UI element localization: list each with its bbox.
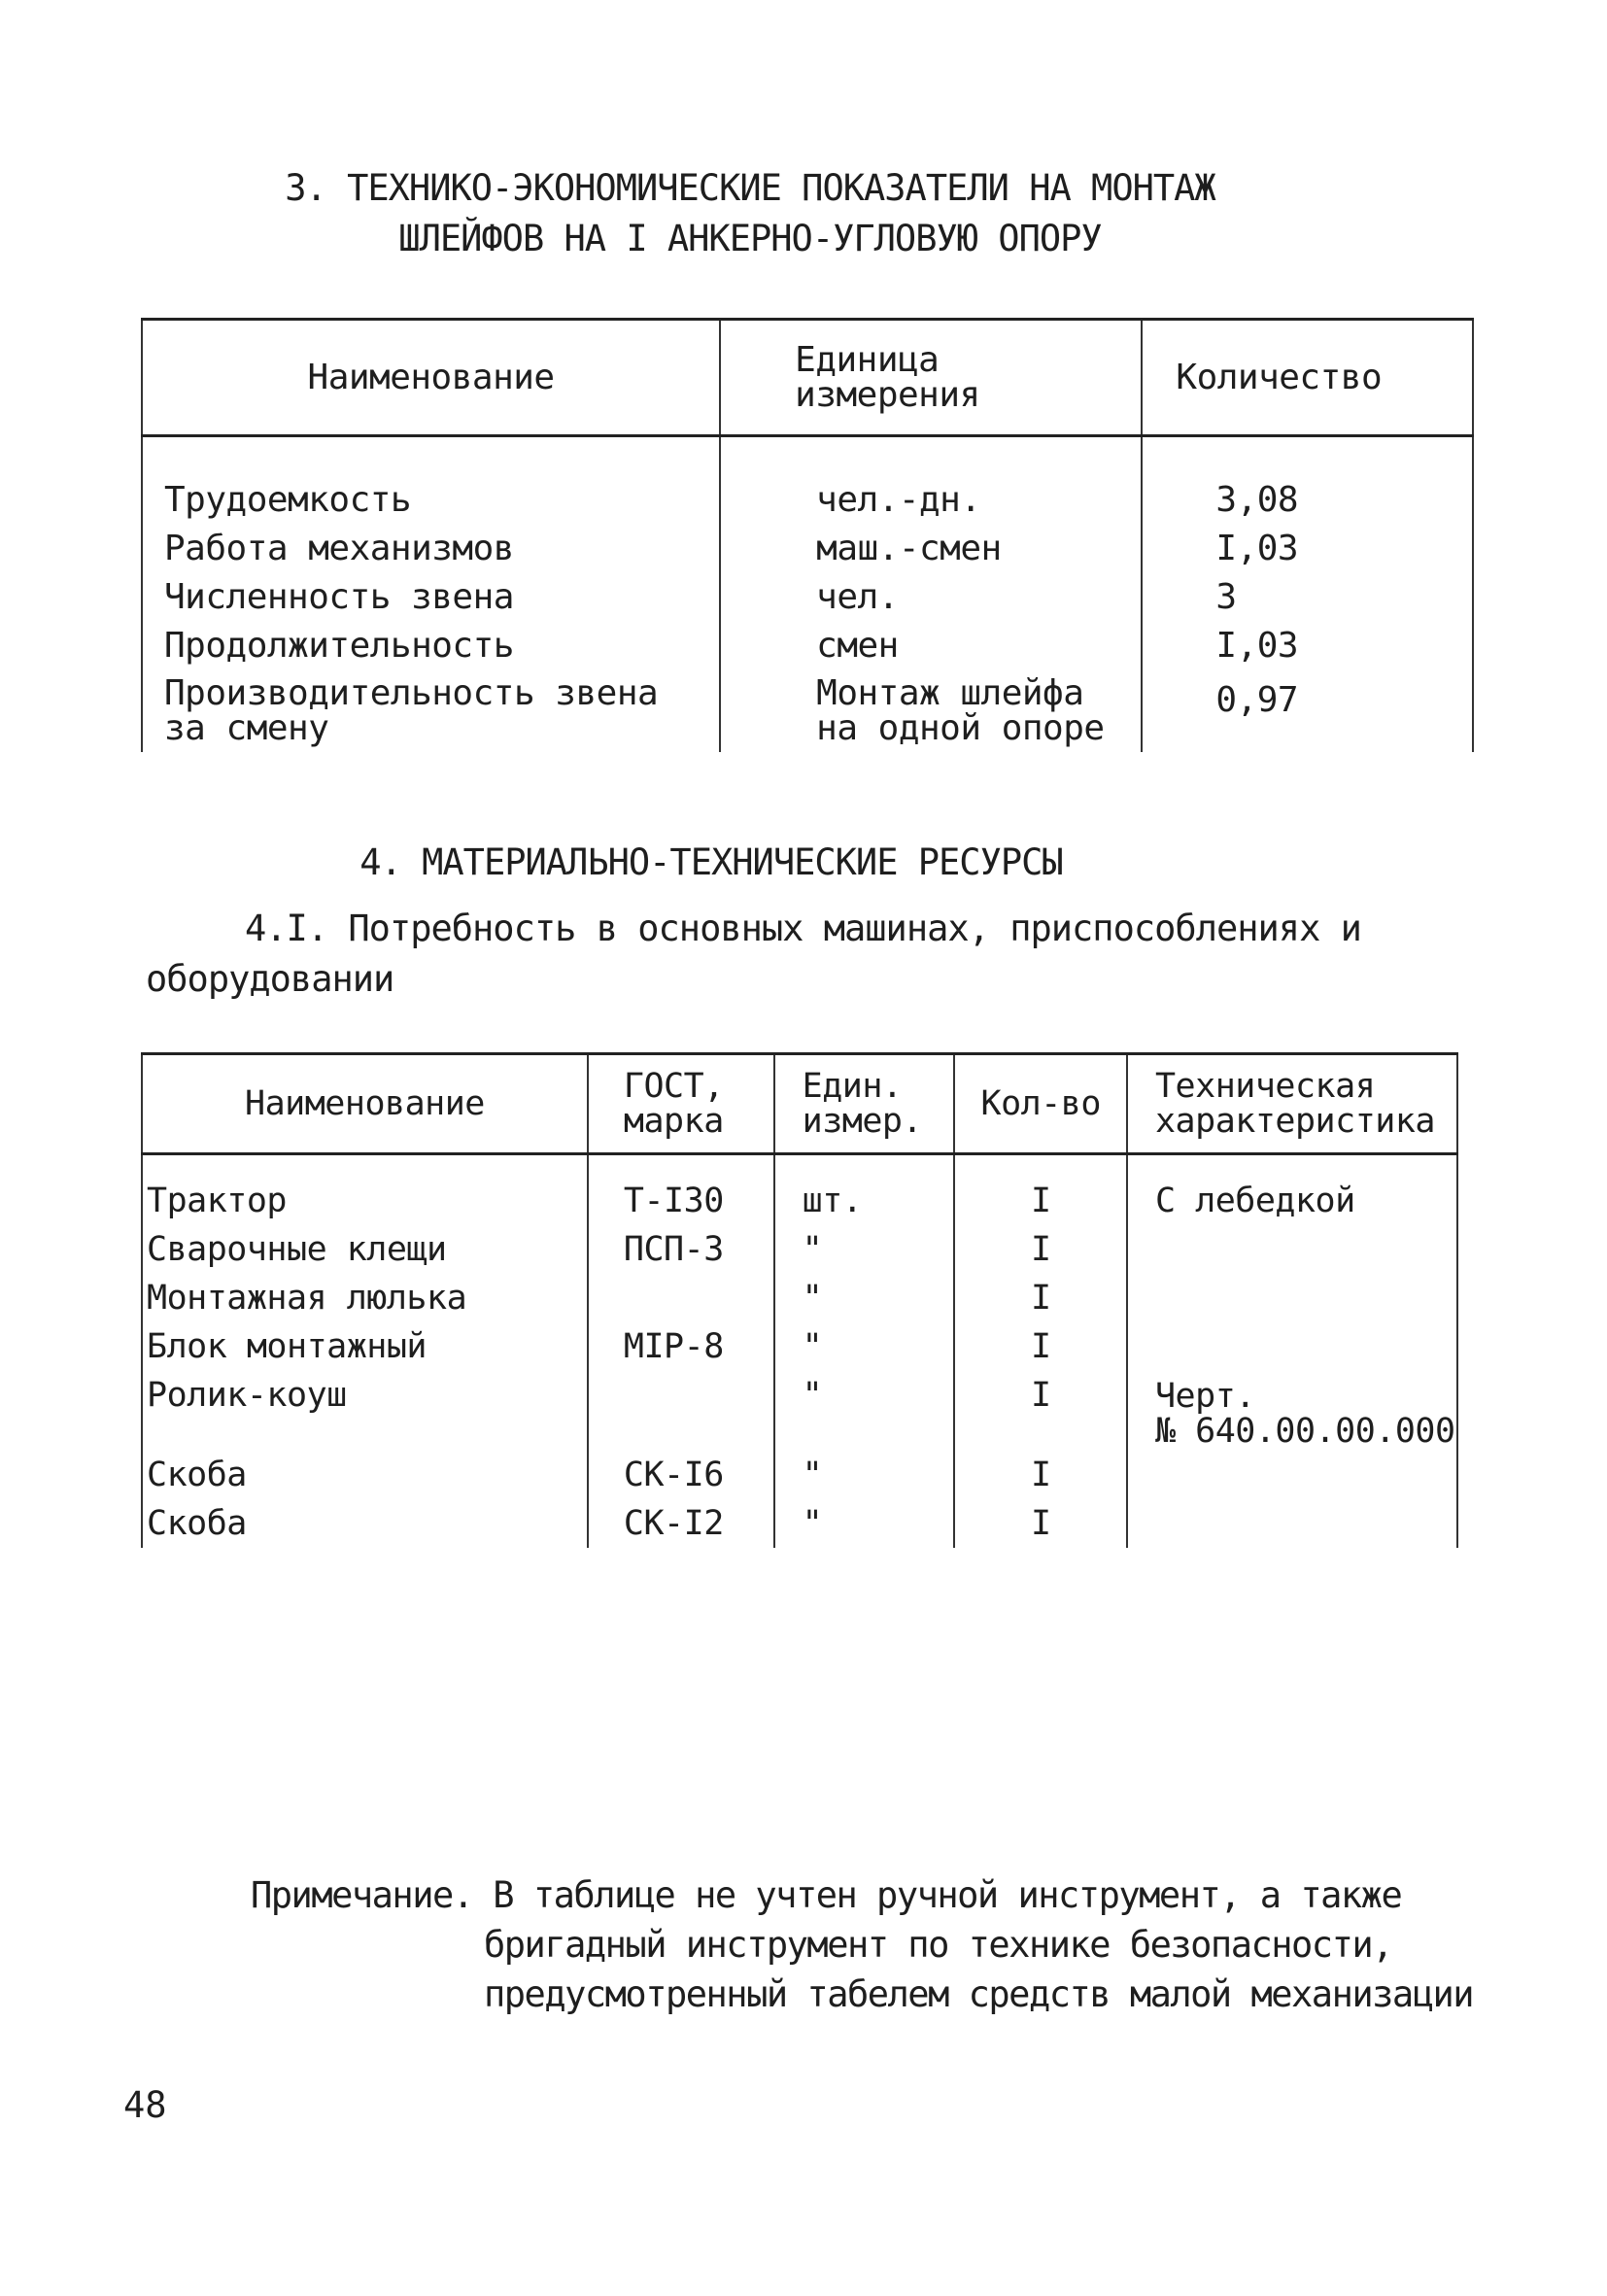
col-header-name: Наименование	[142, 320, 720, 436]
row-tech	[1127, 1451, 1457, 1499]
table-row	[142, 1451, 1457, 1499]
row-unit: "	[774, 1322, 955, 1371]
table-row	[142, 1322, 1457, 1371]
col-header-gost-line1: ГОСТ,	[623, 1067, 724, 1106]
row-qty: 3,08	[1142, 476, 1473, 525]
row-name: Продолжительность	[142, 622, 720, 670]
col-header-tech-line1: Техническая	[1154, 1067, 1376, 1106]
row-unit: "	[774, 1499, 955, 1548]
col-header-unit-line2: измер.	[802, 1102, 923, 1141]
table-row	[142, 1177, 1457, 1225]
row-unit: шт.	[774, 1177, 955, 1225]
footnote-line2: бригадный инструмент по технике безопасности,	[484, 1924, 1392, 1966]
row-name: Трактор	[142, 1177, 588, 1225]
row-qty: I	[954, 1322, 1127, 1371]
indicators-table	[141, 318, 1474, 752]
row-tech	[1127, 1499, 1457, 1548]
section4-subtitle-line2: оборудовании	[146, 958, 394, 1000]
row-name: Монтажная люлька	[142, 1274, 588, 1322]
row-tech	[1127, 1371, 1457, 1451]
row-unit-line2: на одной опоре	[816, 708, 1105, 748]
footnote-line3: предусмотренный табелем средств малой механизации	[484, 1973, 1474, 2015]
row-unit	[720, 670, 1142, 752]
row-unit: маш.-смен	[720, 525, 1142, 573]
row-gost: ПСП-3	[588, 1225, 774, 1274]
col-header-unit	[720, 320, 1142, 436]
resources-table	[141, 1052, 1458, 1548]
row-qty: 3	[1142, 573, 1473, 622]
table-row	[142, 525, 1473, 573]
col-header-tech	[1127, 1054, 1457, 1154]
row-qty: I,03	[1142, 622, 1473, 670]
row-name: Численность звена	[142, 573, 720, 622]
col-header-unit-line1: Единица	[795, 339, 940, 380]
col-header-unit	[774, 1054, 955, 1154]
footnote	[251, 1870, 1473, 2019]
page-number: 48	[123, 2084, 167, 2126]
row-gost	[588, 1274, 774, 1322]
section4-subtitle	[146, 904, 1361, 1005]
row-name-line2: за смену	[164, 708, 329, 748]
row-tech: С лебедкой	[1127, 1177, 1457, 1225]
row-gost	[588, 1371, 774, 1451]
row-unit: "	[774, 1371, 955, 1451]
section3-title	[0, 163, 1554, 264]
row-name: Скоба	[142, 1451, 588, 1499]
table-row	[142, 476, 1473, 525]
col-header-unit-line1: Един.	[802, 1067, 903, 1106]
row-gost: Т-I30	[588, 1177, 774, 1225]
table-row	[142, 1371, 1457, 1451]
row-qty: I	[954, 1274, 1127, 1322]
row-unit-line1: Монтаж шлейфа	[816, 673, 1084, 713]
table-row	[142, 1499, 1457, 1548]
table-row	[142, 1274, 1457, 1322]
row-gost: СК-I2	[588, 1499, 774, 1548]
col-header-qty: Кол-во	[954, 1054, 1127, 1154]
table-row	[142, 573, 1473, 622]
row-unit: "	[774, 1451, 955, 1499]
row-tech-line1: Черт.	[1154, 1377, 1255, 1416]
table-row	[142, 622, 1473, 670]
table-row	[142, 1225, 1457, 1274]
row-qty: I	[954, 1177, 1127, 1225]
row-tech-line2: № 640.00.00.000	[1154, 1412, 1455, 1451]
row-name: Скоба	[142, 1499, 588, 1548]
section4-subtitle-line1: 4.I. Потребность в основных машинах, приспособлениях и	[245, 908, 1361, 949]
row-tech	[1127, 1225, 1457, 1274]
row-gost: МIР-8	[588, 1322, 774, 1371]
row-name: Трудоемкость	[142, 476, 720, 525]
row-qty: 0,97	[1142, 670, 1473, 752]
row-name: Блок монтажный	[142, 1322, 588, 1371]
row-tech	[1127, 1274, 1457, 1322]
col-header-tech-line2: характеристика	[1154, 1102, 1435, 1141]
row-name	[142, 670, 720, 752]
col-header-qty: Количество	[1142, 320, 1473, 436]
row-qty: I	[954, 1451, 1127, 1499]
table-row	[142, 670, 1473, 752]
col-header-gost-line2: марка	[623, 1102, 724, 1141]
col-header-name: Наименование	[142, 1054, 588, 1154]
row-tech	[1127, 1322, 1457, 1371]
section3-title-line2: ШЛЕЙФОВ НА I АНКЕРНО-УГЛОВУЮ ОПОРУ	[398, 218, 1102, 259]
row-unit: чел.-дн.	[720, 476, 1142, 525]
col-header-gost	[588, 1054, 774, 1154]
col-header-unit-line2: измерения	[795, 374, 980, 415]
row-qty: I	[954, 1371, 1127, 1451]
row-unit: "	[774, 1225, 955, 1274]
row-qty: I,03	[1142, 525, 1473, 573]
row-qty: I	[954, 1499, 1127, 1548]
row-unit: смен	[720, 622, 1142, 670]
row-name-line1: Производительность звена	[164, 673, 659, 713]
row-unit: "	[774, 1274, 955, 1322]
row-name: Ролик-коуш	[142, 1371, 588, 1451]
footnote-line1: Примечание. В таблице не учтен ручной инструмент, а также	[251, 1874, 1402, 1916]
section3-title-line1: 3. ТЕХНИКО-ЭКОНОМИЧЕСКИЕ ПОКАЗАТЕЛИ НА МОНТАЖ	[285, 167, 1215, 209]
row-name: Работа механизмов	[142, 525, 720, 573]
section4-title: 4. МАТЕРИАЛЬНО-ТЕХНИЧЕСКИЕ РЕСУРСЫ	[359, 841, 1063, 883]
row-qty: I	[954, 1225, 1127, 1274]
row-name: Сварочные клещи	[142, 1225, 588, 1274]
row-gost: СК-I6	[588, 1451, 774, 1499]
row-unit: чел.	[720, 573, 1142, 622]
